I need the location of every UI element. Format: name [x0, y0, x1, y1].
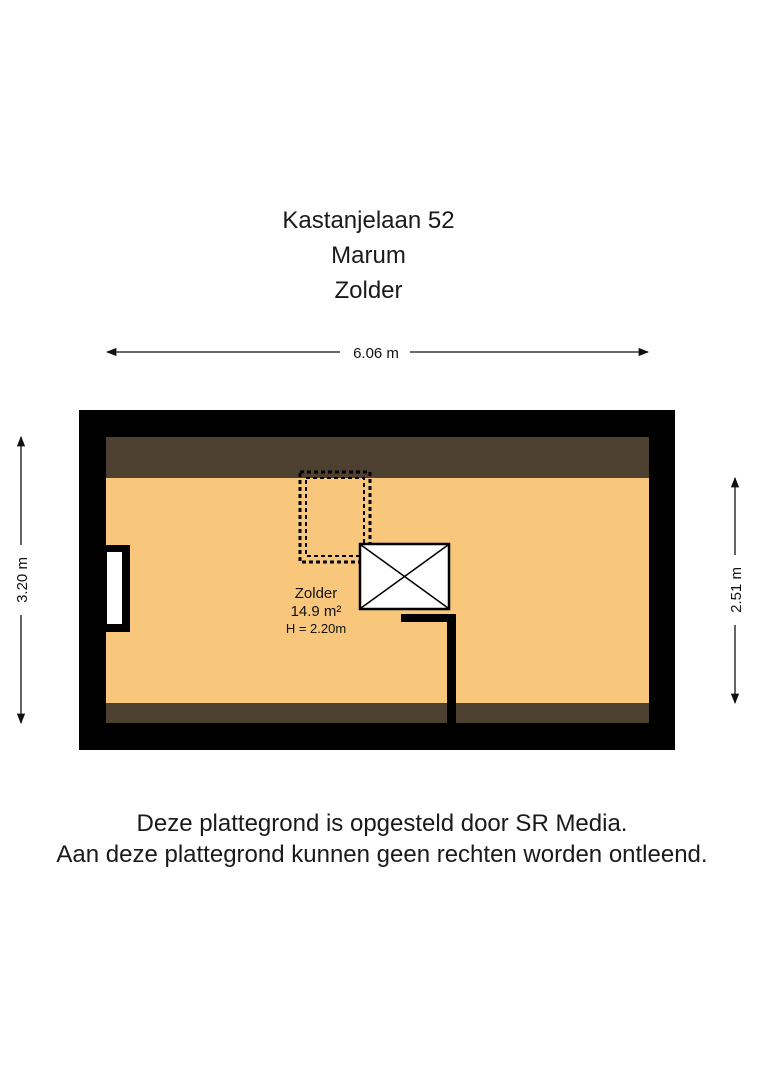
inner-height-label: 2.51 m [728, 567, 745, 613]
stair-wall-vertical [447, 614, 456, 723]
width-label: 6.06 m [353, 345, 399, 362]
low-ceiling-zone-top [106, 437, 649, 478]
stair-opening [360, 544, 449, 609]
height-dimension [14, 437, 31, 723]
height-label: 3.20 m [14, 557, 31, 603]
low-ceiling-zone-bottom [106, 703, 649, 723]
room-area: 14.9 m² [290, 603, 342, 620]
city-title: Marum [331, 242, 406, 269]
room-ceiling-height: H = 2.20m [285, 621, 347, 636]
inner-height-dimension [728, 478, 745, 703]
address-title: Kastanjelaan 52 [282, 207, 455, 234]
width-dimension [107, 345, 648, 362]
disclaimer-line-1: Deze plattegrond is opgesteld door SR Media. [136, 810, 628, 837]
disclaimer-line-2: Aan deze plattegrond kunnen geen rechten worden ontleend. [56, 841, 708, 868]
floor-title: Zolder [334, 277, 403, 304]
room-name: Zolder [294, 585, 338, 602]
window [107, 552, 122, 624]
disclaimer [0, 808, 764, 870]
